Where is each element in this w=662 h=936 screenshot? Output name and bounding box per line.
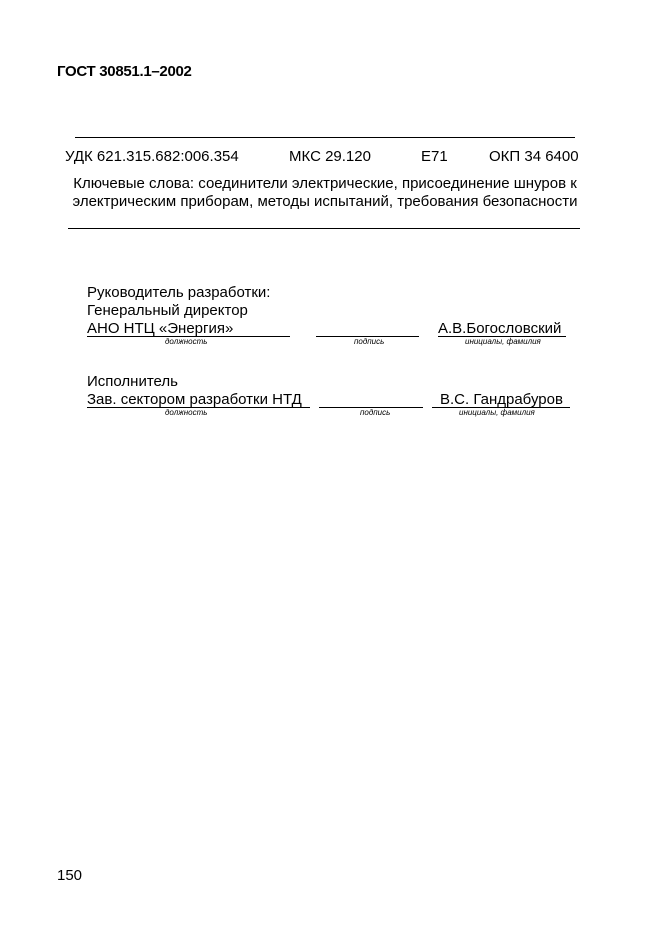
head-subheading: Генеральный директор <box>87 302 248 319</box>
head-caption-position: должность <box>165 337 208 346</box>
head-caption-signature: подпись <box>354 337 385 346</box>
head-position: АНО НТЦ «Энергия» <box>87 320 234 337</box>
mks-code: МКС 29.120 <box>289 148 371 165</box>
bottom-divider <box>68 228 580 229</box>
group-code: Е71 <box>421 148 448 165</box>
keywords-text: Ключевые слова: соединители электрические, присоединение шнуров к электрическим приборам, методы испытаний, требования безопасности <box>72 175 578 210</box>
top-divider <box>75 137 575 138</box>
executor-caption-signature: подпись <box>360 408 391 417</box>
head-caption-name: инициалы, фамилия <box>465 337 541 346</box>
executor-heading: Исполнитель <box>87 373 178 390</box>
executor-name: В.С. Гандрабуров <box>440 391 563 408</box>
executor-caption-position: должность <box>165 408 208 417</box>
head-name: А.В.Богословский <box>438 320 562 337</box>
okp-code: ОКП 34 6400 <box>489 148 579 165</box>
head-heading: Руководитель разработки: <box>87 284 271 301</box>
executor-caption-name: инициалы, фамилия <box>459 408 535 417</box>
executor-position: Зав. сектором разработки НТД <box>87 391 302 408</box>
page-number: 150 <box>57 867 83 884</box>
udk-code: УДК 621.315.682:006.354 <box>65 148 239 165</box>
standard-designation: ГОСТ 30851.1–2002 <box>57 63 192 80</box>
